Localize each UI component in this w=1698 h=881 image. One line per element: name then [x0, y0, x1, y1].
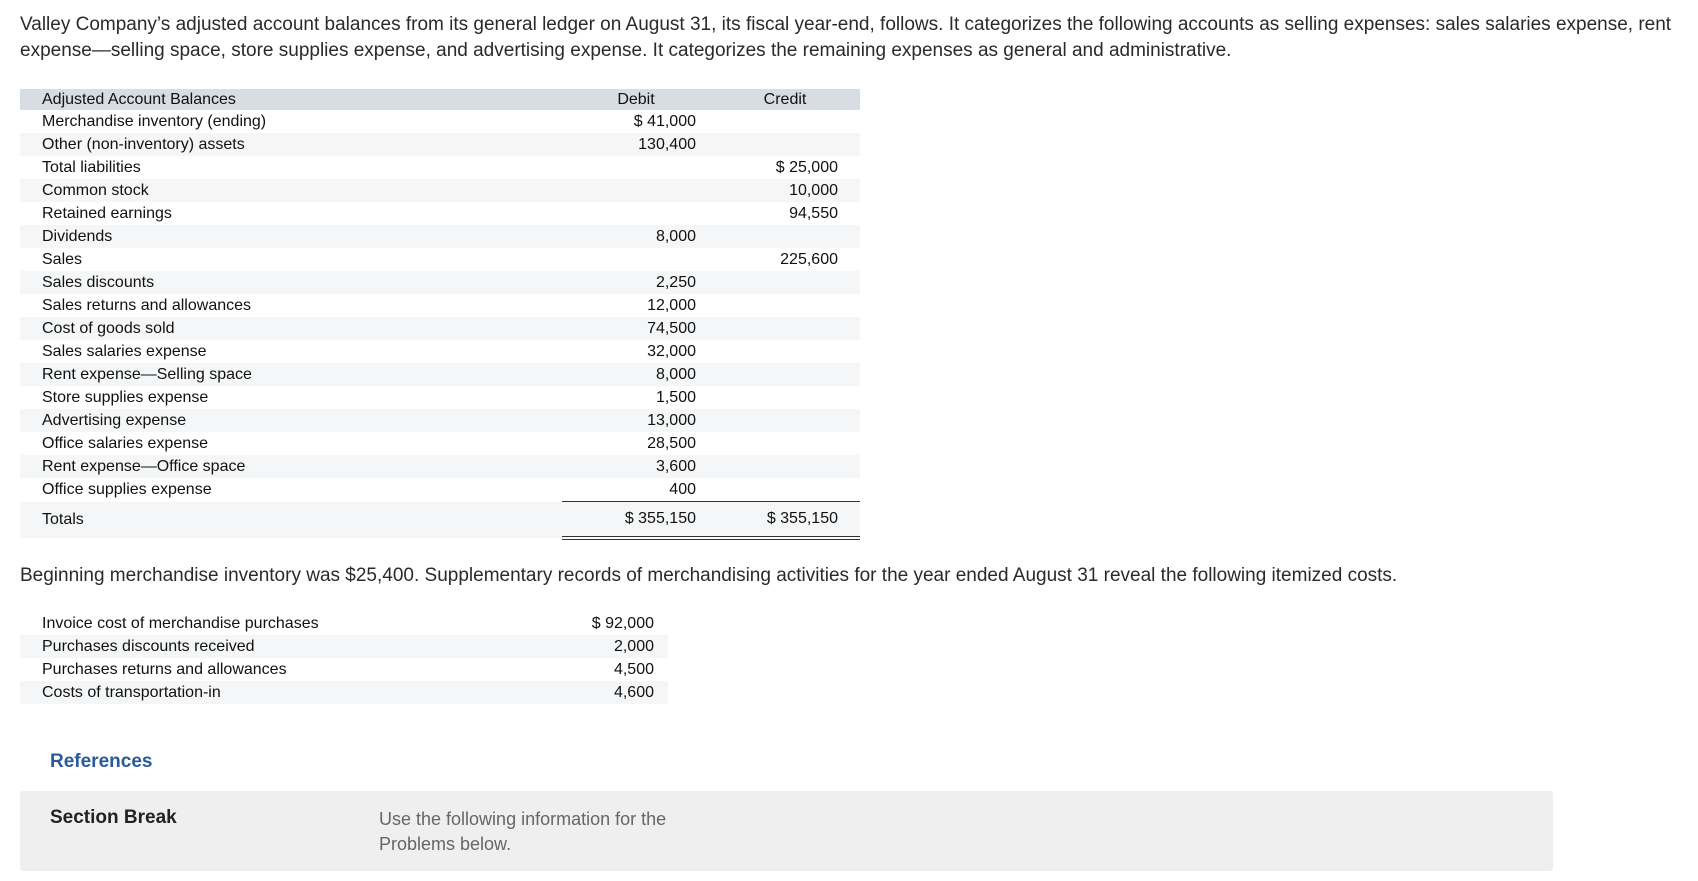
cost-item: Invoice cost of merchandise purchases — [42, 615, 319, 632]
table-row — [20, 317, 860, 340]
header-debit: Debit — [617, 91, 655, 108]
section-break-title: Section Break — [50, 807, 177, 828]
cost-amount: 4,500 — [613, 661, 654, 678]
inventory-paragraph: Beginning merchandise inventory was $25,400. Supplementary records of merchandising activities for the year ended August 31 reveal the following itemized costs. — [20, 565, 1398, 586]
debit-cell: 8,000 — [655, 366, 696, 383]
credit-cell — [710, 386, 860, 409]
account-cell: Common stock — [42, 182, 149, 199]
cost-item: Purchases discounts received — [42, 638, 255, 655]
credit-cell — [710, 225, 860, 248]
cost-row — [20, 612, 668, 635]
table-header-row — [20, 89, 860, 110]
credit-cell: 225,600 — [780, 251, 838, 268]
table-row — [20, 294, 860, 317]
cost-item: Costs of transportation-in — [42, 684, 221, 701]
debit-cell: 13,000 — [647, 412, 696, 429]
credit-cell — [710, 455, 860, 478]
total-debit: $ 355,150 — [562, 502, 710, 539]
account-cell: Rent expense—Selling space — [42, 366, 252, 383]
account-cell: Sales returns and allowances — [42, 297, 252, 314]
account-cell: Sales salaries expense — [42, 343, 207, 360]
debit-cell — [562, 202, 710, 225]
credit-cell — [710, 271, 860, 294]
credit-cell — [710, 432, 860, 455]
references-link[interactable]: References — [50, 751, 153, 772]
account-cell: Rent expense—Office space — [42, 458, 246, 475]
debit-cell: 2,250 — [655, 274, 696, 291]
table-row — [20, 225, 860, 248]
credit-cell — [710, 317, 860, 340]
credit-cell: $ 25,000 — [775, 159, 838, 176]
totals-row — [20, 502, 860, 539]
section-break-text: Use the following information for the Problems below. — [379, 809, 667, 854]
cost-item: Purchases returns and allowances — [42, 661, 287, 678]
table-row — [20, 409, 860, 432]
credit-cell — [710, 363, 860, 386]
intro-paragraph: Valley Company’s adjusted account balances from its general ledger on August 31, its fiscal year-end, follows. It categorizes the following accounts as selling expenses: sales salaries expense, rent expense—selling space, store supplies expense, and advertising expense. It categorizes the remaining expenses as general and administrative. — [20, 14, 1672, 61]
account-cell: Store supplies expense — [42, 389, 209, 406]
cost-amount: 4,600 — [613, 684, 654, 701]
cost-row — [20, 635, 668, 658]
header-credit: Credit — [763, 91, 807, 108]
credit-cell — [710, 340, 860, 363]
credit-cell — [710, 294, 860, 317]
credit-cell: 94,550 — [789, 205, 838, 222]
adjusted-balances-table — [20, 89, 860, 540]
account-cell: Other (non-inventory) assets — [42, 136, 245, 153]
table-row — [20, 432, 860, 455]
header-account: Adjusted Account Balances — [42, 91, 236, 108]
cost-amount: $ 92,000 — [591, 615, 654, 632]
account-cell: Cost of goods sold — [42, 320, 175, 337]
total-credit: $ 355,150 — [710, 502, 860, 539]
credit-cell: 10,000 — [789, 182, 838, 199]
credit-cell — [710, 409, 860, 432]
account-cell: Merchandise inventory (ending) — [42, 113, 267, 130]
cost-row — [20, 681, 668, 704]
debit-cell: 3,600 — [655, 458, 696, 475]
table-row — [20, 386, 860, 409]
debit-cell: 8,000 — [655, 228, 696, 245]
debit-cell: 400 — [669, 481, 696, 498]
account-cell: Sales — [42, 251, 83, 268]
table-row — [20, 455, 860, 478]
debit-cell — [562, 248, 710, 271]
table-row — [20, 202, 860, 225]
totals-label: Totals — [20, 502, 562, 539]
cost-amount: 2,000 — [613, 638, 654, 655]
table-row — [20, 133, 860, 156]
table-row — [20, 340, 860, 363]
debit-cell: 32,000 — [647, 343, 696, 360]
credit-cell — [710, 133, 860, 156]
table-row — [20, 110, 860, 133]
debit-cell — [562, 179, 710, 202]
account-cell: Office supplies expense — [42, 481, 212, 499]
table-row — [20, 271, 860, 294]
account-cell: Retained earnings — [42, 205, 172, 222]
account-cell: Sales discounts — [42, 274, 155, 291]
credit-cell — [710, 478, 860, 502]
debit-cell: 74,500 — [647, 320, 696, 337]
debit-cell — [562, 156, 710, 179]
table-row — [20, 156, 860, 179]
account-cell: Advertising expense — [42, 412, 187, 429]
table-row — [20, 363, 860, 386]
cost-row — [20, 658, 668, 681]
debit-cell: 1,500 — [655, 389, 696, 406]
account-cell: Total liabilities — [42, 159, 141, 176]
account-cell: Office salaries expense — [42, 435, 209, 452]
debit-cell: 130,400 — [638, 136, 696, 153]
account-cell: Dividends — [42, 228, 113, 245]
debit-cell: 12,000 — [647, 297, 696, 314]
table-row — [20, 248, 860, 271]
section-break-panel — [20, 791, 1553, 871]
table-row — [20, 478, 860, 502]
table-row — [20, 179, 860, 202]
itemized-costs-table — [20, 612, 668, 704]
credit-cell — [710, 110, 860, 133]
debit-cell: 28,500 — [647, 435, 696, 452]
debit-cell: $ 41,000 — [633, 113, 696, 130]
